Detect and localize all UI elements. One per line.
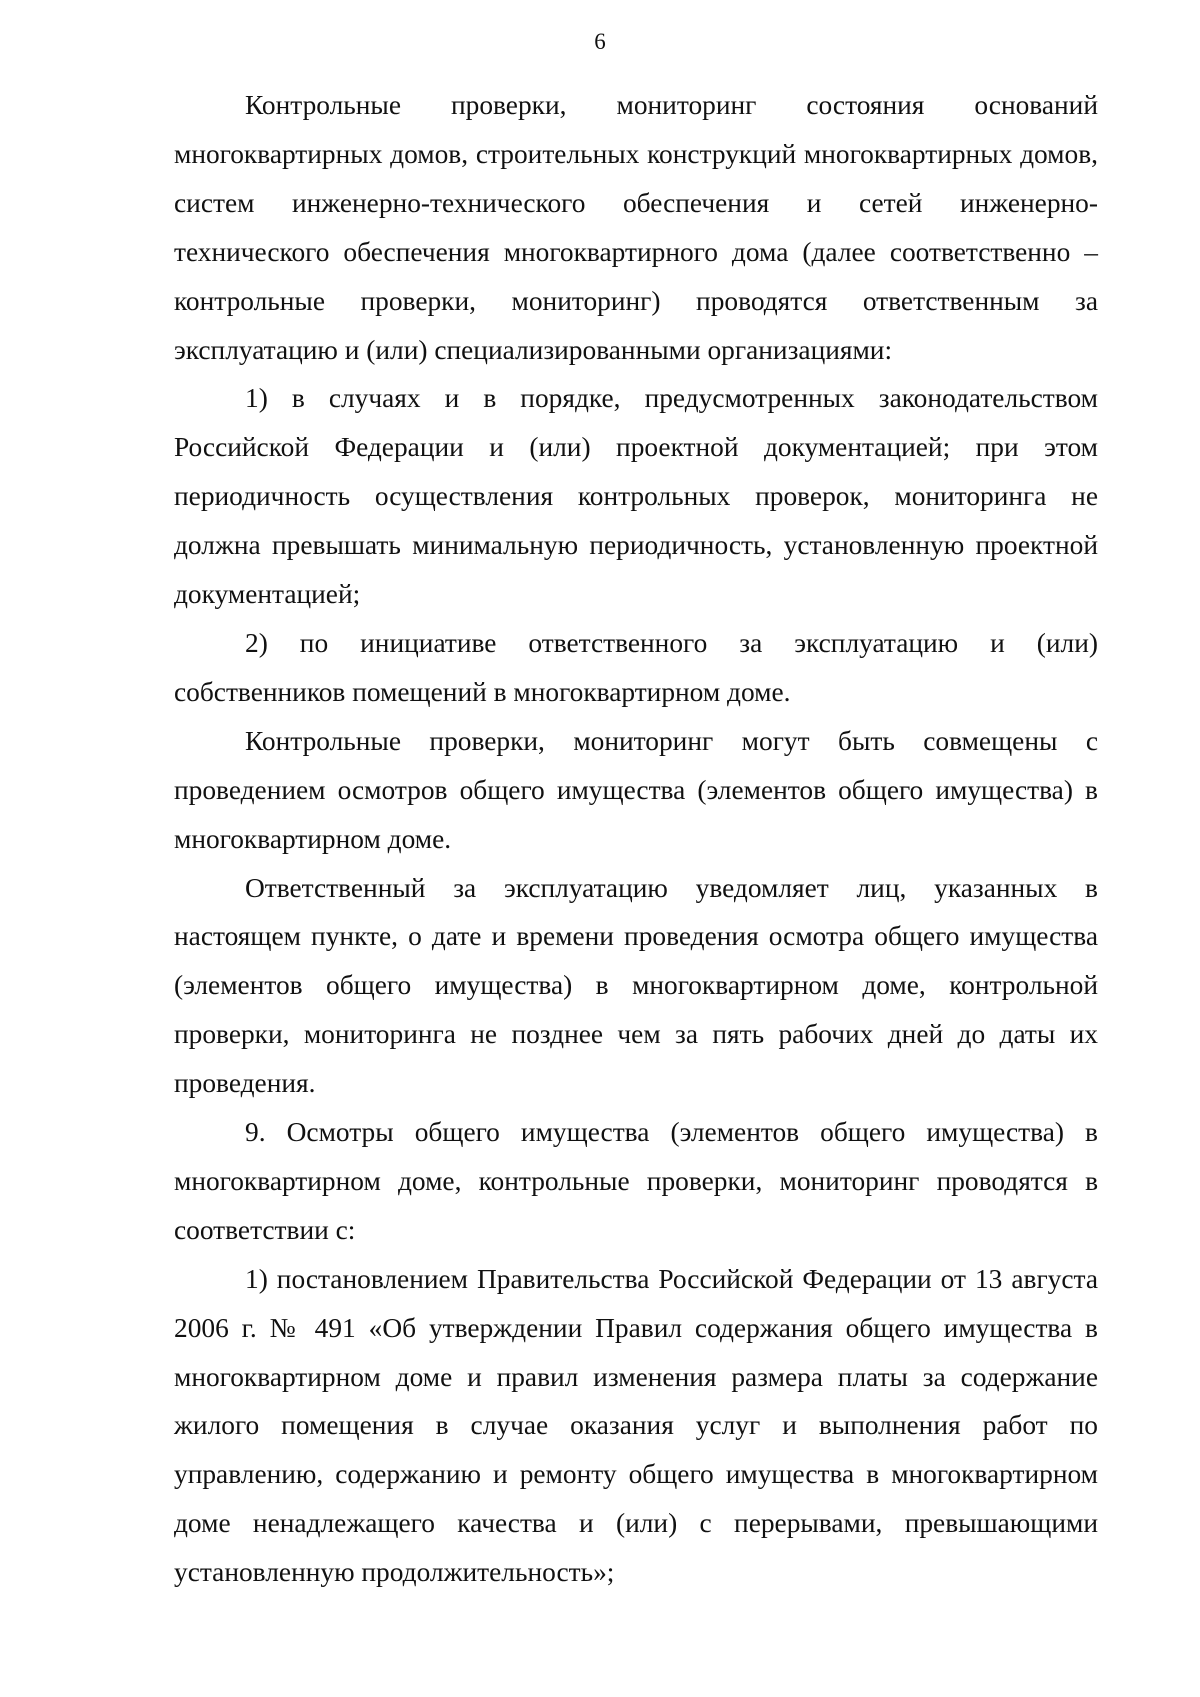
paragraph-notification: Ответственный за эксплуатацию уведомляет лиц, указанных в настоящем пункте, о дате и времени проведения осмотра общего имущества (элементов общего имущества) в многоквартирном доме, контрольной проверки, мониторинга не позднее чем за пять рабочих дней до даты их проведения. [174,872,1098,1099]
paragraph-combined-inspections: Контрольные проверки, мониторинг могут быть совмещены с проведением осмотров общего имущества (элементов общего имущества) в многоквартирном доме. [174,725,1098,854]
page-number: 6 [594,29,606,54]
paragraph-item-9-sub-1: 1) постановлением Правительства Российской Федерации от 13 августа 2006 г. № 491 «Об утверждении Правил содержания общего имущества в многоквартирном доме и правил изменения размера платы за содержание жилого помещения в случае оказания услуг и выполнения работ по управлению, содержанию и ремонту общего имущества в многоквартирном доме ненадлежащего качества и (или) с перерывами, превышающими установленную продолжительность»; [174,1263,1098,1588]
paragraph-item-9: 9. Осмотры общего имущества (элементов общего имущества) в многоквартирном доме, контрольные проверки, мониторинг проводятся в соответствии с: [174,1117,1098,1245]
paragraph-list-item-2-initiative: 2) по инициативе ответственного за эксплуатацию и (или) собственников помещений в многоквартирном доме. [174,627,1098,707]
document-body [174,81,1098,1597]
paragraph-control-checks-intro: Контрольные проверки, мониторинг состояния оснований многоквартирных домов, строительных конструкций многоквартирных домов, систем инженерно-технического обеспечения и сетей инженерно-технического обеспечения многоквартирного дома (далее соответственно – контрольные проверки, мониторинг) проводятся ответственным за эксплуатацию и (или) специализированными организациями: [174,90,1098,365]
paragraph-list-item-1-cases: 1) в случаях и в порядке, предусмотренных законодательством Российской Федерации и (или) проектной документацией; при этом периодичность осуществления контрольных проверок, мониторинга не должна превышать минимальную периодичность, установленную проектной документацией; [174,383,1098,610]
